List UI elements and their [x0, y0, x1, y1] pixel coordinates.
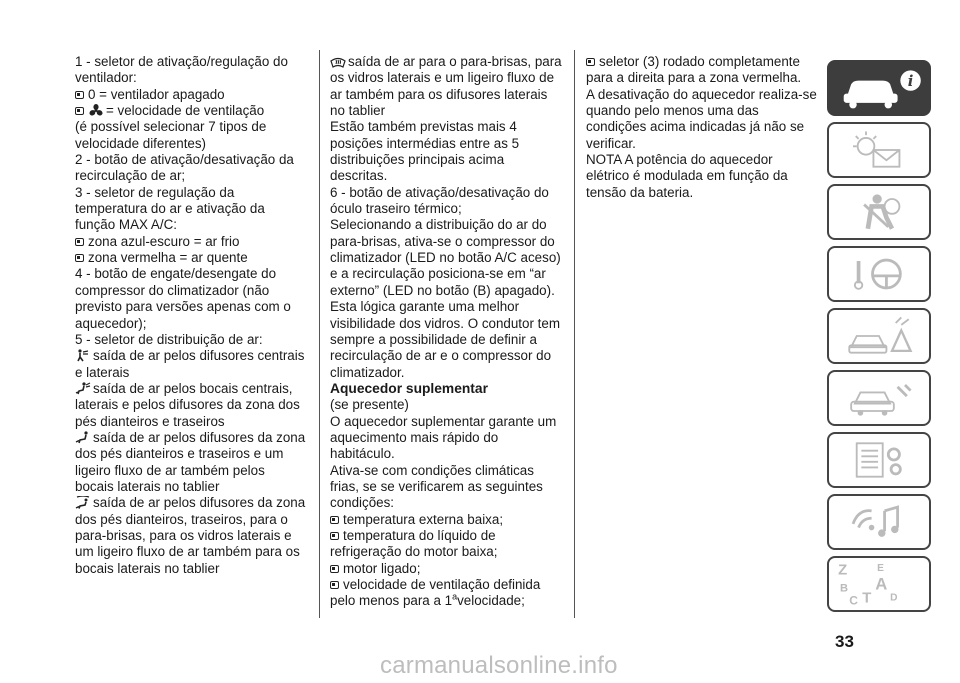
tab-maintenance[interactable]	[827, 370, 931, 426]
air-face-feet-icon	[75, 382, 91, 395]
fan-icon	[88, 104, 104, 117]
bullet-item: 0 = ventilador apagado	[75, 87, 307, 103]
tab-warning-lights[interactable]	[827, 122, 931, 178]
windshield-defrost-icon	[330, 55, 346, 68]
tab-multimedia[interactable]	[827, 494, 931, 550]
svg-text:i: i	[907, 72, 914, 91]
safety-icon	[829, 186, 929, 238]
bullet-icon	[75, 238, 84, 246]
air-feet-windshield-icon	[75, 496, 91, 509]
paragraph: A desativação do aquecedor realiza-se quando pelo menos uma das condições acima indicadas já não se verificar.	[586, 86, 817, 151]
bullet-item: = velocidade de ventilação	[75, 103, 307, 119]
column-divider	[319, 50, 320, 618]
column-divider	[574, 50, 575, 618]
paragraph: 6 - botão de ativação/desativação do óculo traseiro térmico;	[330, 184, 549, 217]
bullet-icon	[75, 107, 84, 115]
bullet-item: velocidade de ventilação definida pelo menos para a 1$^a$velocidade;	[330, 577, 541, 609]
tab-safety[interactable]	[827, 184, 931, 240]
paragraph: O aquecedor suplementar garante um aquecimento mais rápido do habitáculo.	[330, 413, 557, 462]
bullet-icon	[330, 516, 339, 524]
bullet-icon	[330, 532, 339, 540]
maintenance-icon	[829, 372, 929, 424]
tab-emergency[interactable]	[827, 308, 931, 364]
paragraph: Ativa-se com condições climáticas frias, se se verificarem as seguintes condições:	[330, 462, 543, 511]
multimedia-icon	[829, 496, 929, 548]
paragraph: 2 - botão de ativação/desativação da recirculação de ar;	[75, 152, 294, 184]
index-letter: T	[862, 590, 872, 607]
bullet-item: motor ligado;	[330, 561, 562, 577]
bullet-item: zona azul-escuro = ar frio	[75, 234, 307, 250]
page-number: 33	[835, 632, 854, 651]
air-face-icon	[75, 349, 91, 362]
distribution-item: saída de ar pelos difusores da zona dos pés dianteiros, traseiros, para o para-brisas, para os vidros laterais e um ligeiro fluxo de ar também para os bocais laterais no tablier	[75, 495, 306, 576]
distribution-item: saída de ar pelos bocais centrais, laterais e pelos difusores da zona dos pés dianteiros e traseiros	[75, 380, 300, 429]
watermark: carmanualsonline.info	[380, 652, 618, 679]
warning-lights-icon	[829, 124, 929, 176]
distribution-item: saída de ar para o para-brisas, para os vidros laterais e um ligeiro fluxo de ar também para os difusores laterais no tablier	[330, 54, 562, 119]
car-info-icon	[829, 62, 929, 114]
bullet-item: zona vermelha = ar quente	[75, 250, 307, 266]
distribution-item: saída de ar pelos difusores da zona dos pés dianteiros e traseiros e um ligeiro fluxo de ar também pelos bocais laterais no tablier	[75, 429, 306, 494]
bullet-item: temperatura do líquido de refrigeração do motor baixa;	[330, 527, 498, 560]
paragraph: (é possível selecionar 7 tipos de velocidade diferentes)	[75, 119, 267, 151]
tab-index[interactable]	[827, 556, 931, 612]
tab-driving[interactable]	[827, 246, 931, 302]
paragraph: 5 - seletor de distribuição de ar:	[75, 331, 263, 347]
index-letter: B	[840, 582, 849, 595]
bullet-icon	[75, 254, 84, 262]
text-column-2	[330, 54, 562, 610]
emergency-icon	[829, 310, 929, 362]
index-letter: Z	[838, 562, 848, 579]
paragraph: Selecionando a distribuição do ar do para-brisas, ativa-se o compressor do climatizador (LED no botão A/C aceso) e a recirculação posiciona-se em “ar externo” (LED no botão (B) apagado). Esta lógica garante uma melhor visibilidade dos vidros. O condutor tem sempre a possibilidade de definir a recirculação de ar e o compressor do climatizador.	[330, 217, 561, 380]
paragraph: 3 - seletor de regulação da temperatura do ar e ativação da função MAX A/C:	[75, 184, 265, 233]
paragraph: NOTA A potência do aquecedor elétrico é modulada em função da tensão da bateria.	[586, 152, 788, 200]
tab-car-info[interactable]	[827, 60, 931, 116]
paragraph: 1 - seletor de ativação/regulação do ventilador:	[75, 54, 288, 86]
section-heading: Aquecedor suplementar	[330, 380, 488, 396]
paragraph: Estão também previstas mais 4 posições intermédias entre as 5 distribuições principais acima descritas.	[330, 119, 520, 184]
index-letter: D	[890, 592, 898, 604]
driving-icon	[829, 248, 929, 300]
bullet-item: seletor (3) rodado completamente para a direita para a zona vermelha.	[586, 54, 802, 86]
index-icon	[829, 558, 929, 610]
text-column-3	[586, 54, 818, 201]
tab-technical-data[interactable]	[827, 432, 931, 488]
index-letter: C	[849, 593, 859, 608]
bullet-icon	[75, 91, 84, 99]
bullet-item: temperatura externa baixa;	[330, 512, 562, 528]
index-letter: A	[875, 574, 888, 594]
air-feet-icon	[75, 431, 91, 444]
distribution-item: saída de ar pelos difusores centrais e laterais	[75, 348, 305, 380]
bullet-icon	[586, 58, 595, 66]
paragraph: 4 - botão de engate/desengate do compressor do climatizador (não previsto para versões apenas com o aquecedor);	[75, 266, 291, 331]
bullet-icon	[330, 581, 339, 589]
paragraph: (se presente)	[330, 397, 409, 413]
technical-data-icon	[829, 434, 929, 486]
index-letter: E	[877, 563, 884, 574]
bullet-icon	[330, 565, 339, 573]
text-column-1	[75, 54, 307, 577]
